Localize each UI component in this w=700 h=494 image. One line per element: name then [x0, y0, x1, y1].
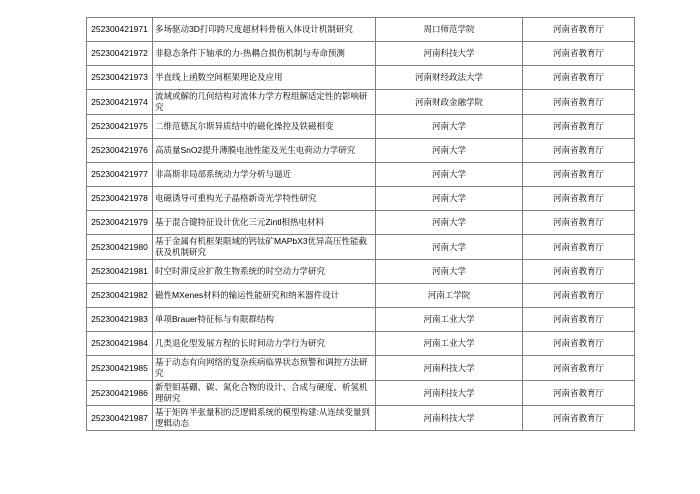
department-cell: 河南省教育厅 [523, 381, 635, 406]
project-id-cell: 252300421974 [87, 90, 153, 115]
institution-cell: 河南财政金融学院 [376, 90, 523, 115]
project-title-cell: 基于金属有机框架限域的钙钛矿MAPbX3优异高压性能截获及机制研究 [153, 235, 376, 260]
project-title-cell: 电磁诱导可重构光子晶格新奇光学特性研究 [153, 187, 376, 211]
table-row [87, 18, 635, 42]
department-cell: 河南省教育厅 [523, 260, 635, 284]
project-title-cell: 基于矩阵半张量积的泛逻辑系统的模型构建:从连续变量到逻辑动态 [153, 406, 376, 431]
table-row [87, 406, 635, 431]
institution-cell: 河南科技大学 [376, 42, 523, 66]
department-cell: 河南省教育厅 [523, 18, 635, 42]
table-row [87, 356, 635, 381]
projects-table-container [86, 17, 635, 431]
project-title-cell: 非高斯非局部系统动力学分析与逼近 [153, 163, 376, 187]
table-row [87, 284, 635, 308]
project-title-cell: 多场驱动3D打印跨尺度超材料骨植入体设计机制研究 [153, 18, 376, 42]
institution-cell: 河南大学 [376, 260, 523, 284]
department-cell: 河南省教育厅 [523, 163, 635, 187]
institution-cell: 河南科技大学 [376, 406, 523, 431]
project-id-cell: 252300421972 [87, 42, 153, 66]
project-title-cell: 流域或解的几何结构对流体力学方程组解适定性的影响研究 [153, 90, 376, 115]
project-title-cell: 非稳态条件下轴承的力-热耦合损伤机制与寿命预测 [153, 42, 376, 66]
department-cell: 河南省教育厅 [523, 66, 635, 90]
project-id-cell: 252300421983 [87, 308, 153, 332]
institution-cell: 河南大学 [376, 115, 523, 139]
department-cell: 河南省教育厅 [523, 187, 635, 211]
institution-cell: 河南财经政法大学 [376, 66, 523, 90]
table-row [87, 187, 635, 211]
table-row [87, 90, 635, 115]
department-cell: 河南省教育厅 [523, 284, 635, 308]
projects-table-body [87, 18, 635, 431]
project-title-cell: 半直线上函数空间框架理论及应用 [153, 66, 376, 90]
project-id-cell: 252300421986 [87, 381, 153, 406]
table-row [87, 332, 635, 356]
institution-cell: 河南工学院 [376, 284, 523, 308]
department-cell: 河南省教育厅 [523, 115, 635, 139]
department-cell: 河南省教育厅 [523, 356, 635, 381]
project-title-cell: 新型钼基硼、碳、氮化合物的设计、合成与硬度、析氢机理研究 [153, 381, 376, 406]
institution-cell: 河南大学 [376, 139, 523, 163]
institution-cell: 河南大学 [376, 235, 523, 260]
project-id-cell: 252300421981 [87, 260, 153, 284]
department-cell: 河南省教育厅 [523, 211, 635, 235]
project-id-cell: 252300421985 [87, 356, 153, 381]
project-id-cell: 252300421979 [87, 211, 153, 235]
institution-cell: 河南大学 [376, 163, 523, 187]
institution-cell: 河南大学 [376, 187, 523, 211]
project-id-cell: 252300421982 [87, 284, 153, 308]
project-id-cell: 252300421980 [87, 235, 153, 260]
project-id-cell: 252300421975 [87, 115, 153, 139]
project-title-cell: 二维范德瓦尔斯异质结中的磁化操控及铁磁相变 [153, 115, 376, 139]
table-row [87, 139, 635, 163]
institution-cell: 河南大学 [376, 211, 523, 235]
project-title-cell: 几类退化型发展方程的长时间动力学行为研究 [153, 332, 376, 356]
table-row [87, 211, 635, 235]
table-row [87, 381, 635, 406]
department-cell: 河南省教育厅 [523, 308, 635, 332]
project-id-cell: 252300421976 [87, 139, 153, 163]
department-cell: 河南省教育厅 [523, 332, 635, 356]
institution-cell: 河南工业大学 [376, 332, 523, 356]
project-title-cell: 高质量SnO2提升薄膜电池性能及光生电荷动力学研究 [153, 139, 376, 163]
table-row [87, 163, 635, 187]
table-row [87, 66, 635, 90]
department-cell: 河南省教育厅 [523, 406, 635, 431]
table-row [87, 42, 635, 66]
table-row [87, 260, 635, 284]
project-id-cell: 252300421973 [87, 66, 153, 90]
project-id-cell: 252300421977 [87, 163, 153, 187]
table-row [87, 115, 635, 139]
project-title-cell: 基于动态有向网络的复杂疾病临界状态预警和调控方法研究 [153, 356, 376, 381]
project-title-cell: 磁性MXenes材料的输运性能研究和纳米器件设计 [153, 284, 376, 308]
project-id-cell: 252300421987 [87, 406, 153, 431]
project-id-cell: 252300421978 [87, 187, 153, 211]
project-title-cell: 时空时滞反应扩散生物系统的时空动力学研究 [153, 260, 376, 284]
department-cell: 河南省教育厅 [523, 90, 635, 115]
project-title-cell: 基于混合键特征设计优化三元Zintl相热电材料 [153, 211, 376, 235]
institution-cell: 河南科技大学 [376, 356, 523, 381]
institution-cell: 河南科技大学 [376, 381, 523, 406]
project-title-cell: 单项Brauer特征标与有限群结构 [153, 308, 376, 332]
projects-table [86, 17, 635, 431]
department-cell: 河南省教育厅 [523, 235, 635, 260]
table-row [87, 308, 635, 332]
department-cell: 河南省教育厅 [523, 139, 635, 163]
institution-cell: 河南工业大学 [376, 308, 523, 332]
table-row [87, 235, 635, 260]
project-id-cell: 252300421984 [87, 332, 153, 356]
department-cell: 河南省教育厅 [523, 42, 635, 66]
institution-cell: 周口师范学院 [376, 18, 523, 42]
project-id-cell: 252300421971 [87, 18, 153, 42]
